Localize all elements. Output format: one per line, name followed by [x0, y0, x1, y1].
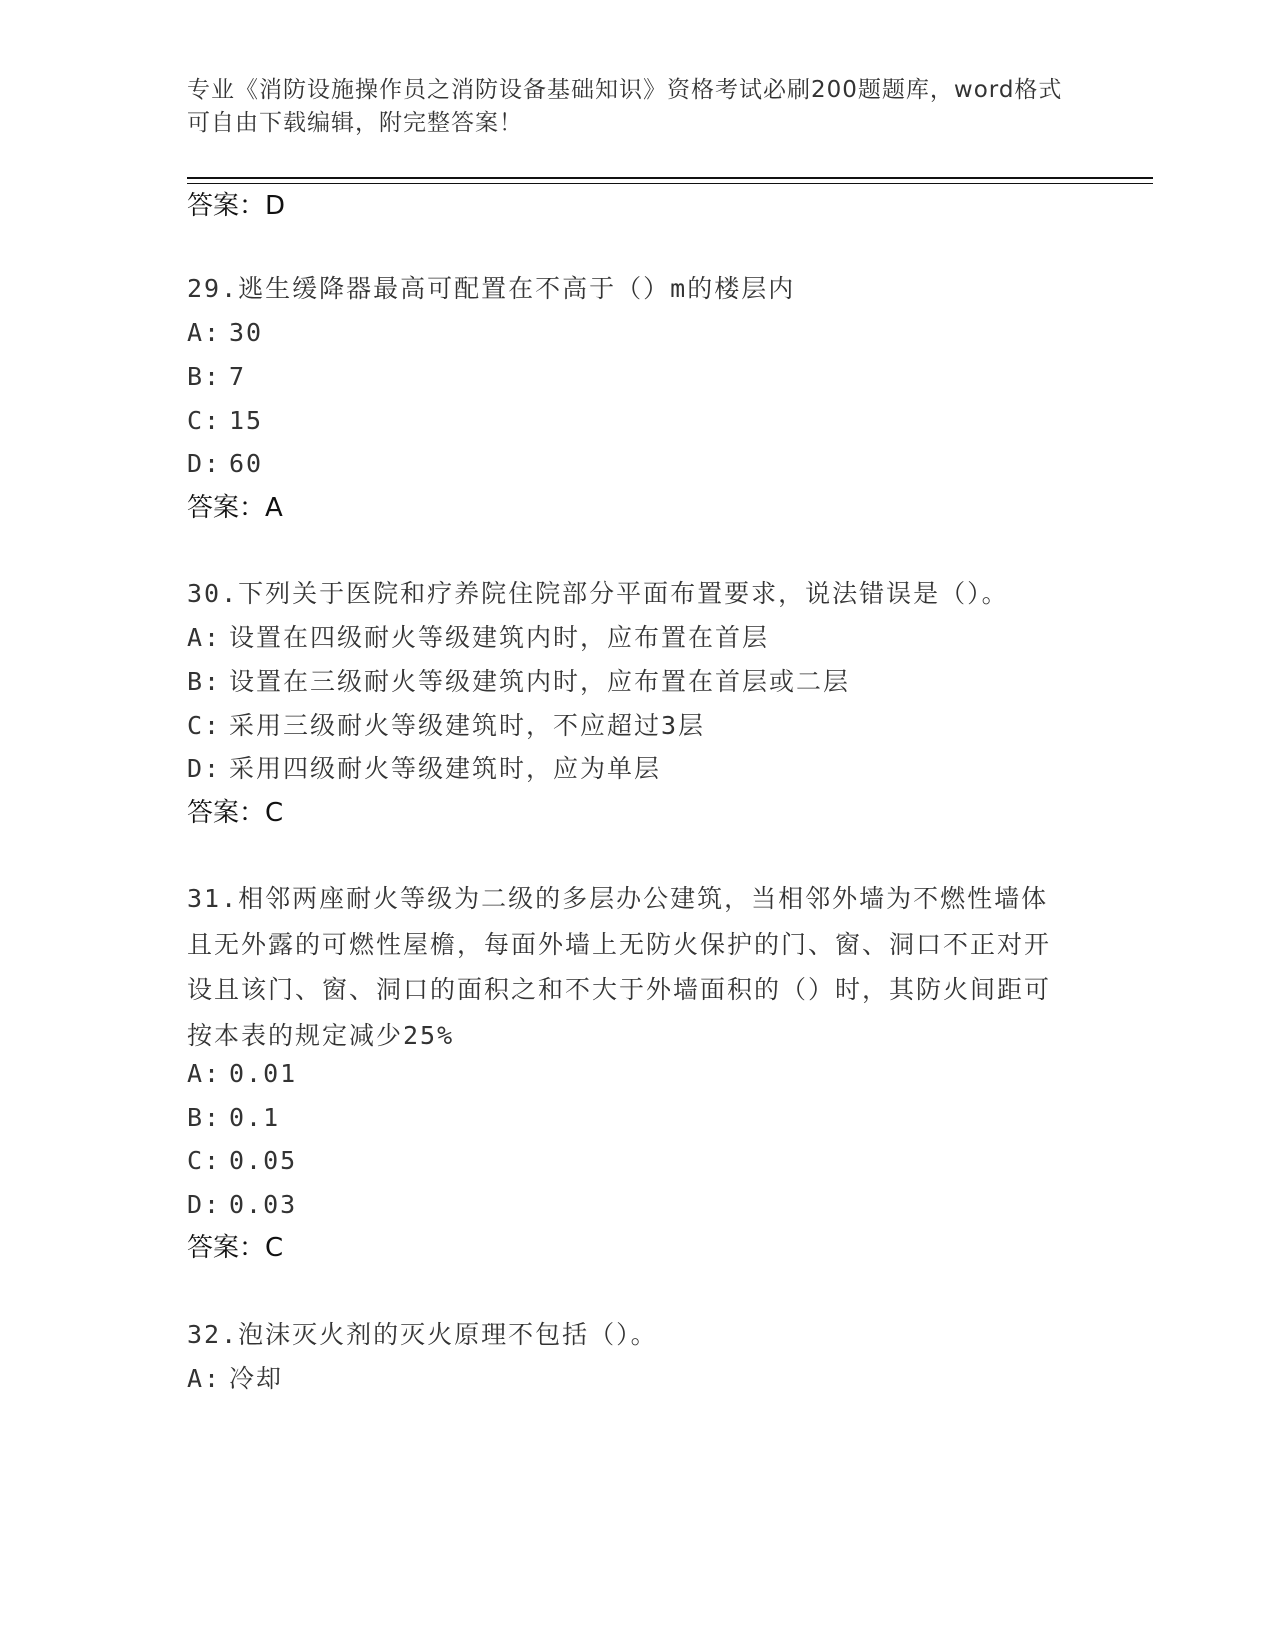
question-29-option-c: [187, 404, 263, 438]
option-text: 0.1: [229, 1103, 281, 1132]
option-text: 0.03: [229, 1190, 298, 1219]
option-label: C:: [187, 406, 222, 435]
option-text: 设置在三级耐火等级建筑内时，应布置在首层或二层: [229, 667, 851, 696]
document-header: 专业《消防设施操作员之消防设备基础知识》资格考试必刷200题题库，word格式可自由下载编辑，附完整答案！: [187, 77, 1063, 136]
question-31-option-d: [187, 1188, 297, 1222]
option-label: D:: [187, 754, 222, 783]
header-rule-thick: [187, 177, 1153, 179]
option-label: D:: [187, 1190, 222, 1219]
option-text: 15: [229, 406, 264, 435]
option-text: 0.01: [229, 1059, 298, 1088]
option-label: A:: [187, 1059, 222, 1088]
question-31-option-c: [187, 1144, 297, 1178]
question-31-option-b: [187, 1101, 280, 1135]
question-32-stem: 32.泡沫灭火剂的灭火原理不包括（）。: [187, 1320, 658, 1349]
question-31-option-a: [187, 1057, 297, 1091]
option-label: A:: [187, 623, 222, 652]
option-label: B:: [187, 1103, 222, 1132]
question-30-stem: 30.下列关于医院和疗养院住院部分平面布置要求，说法错误是（）。: [187, 579, 1009, 608]
option-text: 0.05: [229, 1146, 298, 1175]
option-text: 冷却: [229, 1364, 284, 1393]
header-rule-thin: [187, 183, 1153, 184]
question-30-option-a: [187, 621, 769, 655]
question-29-stem: 29.逃生缓降器最高可配置在不高于（）m的楼层内: [187, 274, 796, 303]
answer-prev: 答案：D: [187, 191, 286, 221]
question-30-option-b: [187, 665, 850, 699]
question-29-option-a: [187, 316, 263, 350]
question-30-option-d: [187, 752, 661, 786]
option-text: 采用三级耐火等级建筑时，不应超过3层: [229, 711, 706, 740]
question-29-option-d: [187, 447, 263, 481]
option-label: A:: [187, 1364, 222, 1393]
option-text: 7: [229, 362, 247, 391]
option-text: 设置在四级耐火等级建筑内时，应布置在首层: [229, 623, 770, 652]
option-label: B:: [187, 667, 222, 696]
option-text: 60: [229, 449, 264, 478]
option-label: A:: [187, 318, 222, 347]
option-label: D:: [187, 449, 222, 478]
option-text: 30: [229, 318, 264, 347]
question-32-option-a: [187, 1362, 283, 1396]
question-30-option-c: [187, 709, 705, 743]
question-29-option-b: [187, 360, 246, 394]
question-29-answer: 答案：A: [187, 493, 283, 523]
option-label: C:: [187, 711, 222, 740]
option-label: B:: [187, 362, 222, 391]
option-text: 采用四级耐火等级建筑时，应为单层: [229, 754, 662, 783]
question-30-answer: 答案：C: [187, 798, 284, 828]
option-label: C:: [187, 1146, 222, 1175]
question-31-stem: 31.相邻两座耐火等级为二级的多层办公建筑，当相邻外墙为不燃性墙体且无外露的可燃性屋檐，每面外墙上无防火保护的门、窗、洞口不正对开设且该门、窗、洞口的面积之和不大于外墙面积的（）时，其防火间距可按本表的规定减少25%: [187, 884, 1052, 1050]
question-31-answer: 答案：C: [187, 1233, 284, 1263]
